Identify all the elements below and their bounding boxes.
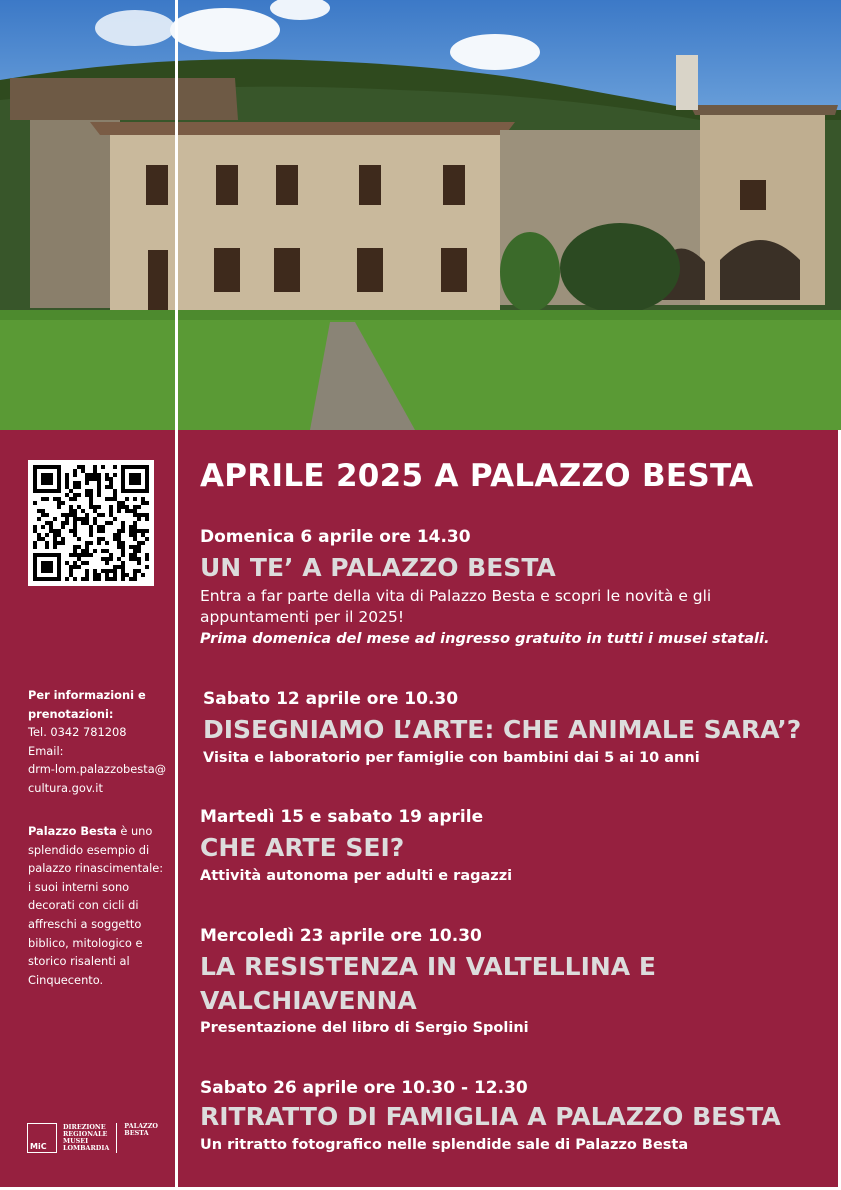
about-line: i suoi interni sono [28, 879, 130, 894]
event-description: Visita e laboratorio per famiglie con bambini dai 5 ai 10 anni [203, 750, 700, 766]
about-name: Palazzo Besta [28, 824, 117, 838]
event-title: DISEGNIAMO L’ARTE: CHE ANIMALE SARA’? [203, 715, 802, 744]
about-line: palazzo rinascimentale: [28, 861, 164, 876]
event-description: Attività autonoma per adulti e ragazzi [200, 868, 513, 884]
contact-info [28, 686, 168, 798]
about-line: affreschi a soggetto [28, 916, 142, 931]
event-date: Martedì 15 e sabato 19 aprile [200, 807, 484, 827]
info-heading-line2: prenotazioni: [28, 706, 114, 721]
event-title: CHE ARTE SEI? [200, 833, 405, 862]
event-title: UN TE’ A PALAZZO BESTA [200, 553, 556, 582]
event-date: Domenica 6 aprile ore 14.30 [200, 527, 471, 547]
email-line2[interactable]: cultura.gov.it [28, 780, 103, 795]
event-date: Sabato 26 aprile ore 10.30 - 12.30 [200, 1078, 528, 1098]
divider-line [175, 0, 178, 1190]
email-line1[interactable]: drm-lom.palazzobesta@ [28, 762, 167, 777]
page-title: APRILE 2025 A PALAZZO BESTA [200, 458, 754, 494]
about-line: decorati con cicli di [28, 898, 139, 913]
about-palazzo [28, 822, 168, 989]
event-title-line2: VALCHIAVENNA [200, 986, 417, 1015]
event-date: Sabato 12 aprile ore 10.30 [203, 689, 459, 709]
event-title: RITRATTO DI FAMIGLIA A PALAZZO BESTA [200, 1102, 781, 1131]
mic-logo-mark: MiC [27, 1123, 57, 1153]
about-line: storico risalenti al [28, 954, 130, 969]
qr-code[interactable] [28, 460, 154, 586]
event-title-line1: LA RESISTENZA IN VALTELLINA E [200, 952, 656, 981]
about-line: Cinquecento. [28, 972, 104, 987]
about-line1-rest: è uno [116, 824, 153, 838]
event-description: Presentazione del libro di Sergio Spolini [200, 1020, 529, 1036]
info-heading-line1: Per informazioni e [28, 688, 146, 702]
event-note: Prima domenica del mese ad ingresso gratuito in tutti i musei statali. [200, 631, 770, 647]
logo-palazzo-text: PALAZZO BESTA [124, 1122, 158, 1138]
about-line: splendido esempio di [28, 842, 150, 857]
logo-org-text: DIREZIONE REGIONALE MUSEI LOMBARDIA [63, 1122, 110, 1153]
palace-photo [0, 0, 841, 430]
phone-number: Tel. 0342 781208 [28, 725, 127, 740]
logo-separator [116, 1123, 117, 1153]
event-description: Entra a far parte della vita di Palazzo Besta e scopri le novità e gli appuntamenti per il 2025! [200, 587, 712, 626]
event-date: Mercoledì 23 aprile ore 10.30 [200, 926, 482, 946]
event-description: Un ritratto fotografico nelle splendide sale di Palazzo Besta [200, 1137, 689, 1153]
about-line: biblico, mitologico e [28, 935, 143, 950]
mic-logo [27, 1122, 158, 1154]
email-label: Email: [28, 743, 64, 758]
